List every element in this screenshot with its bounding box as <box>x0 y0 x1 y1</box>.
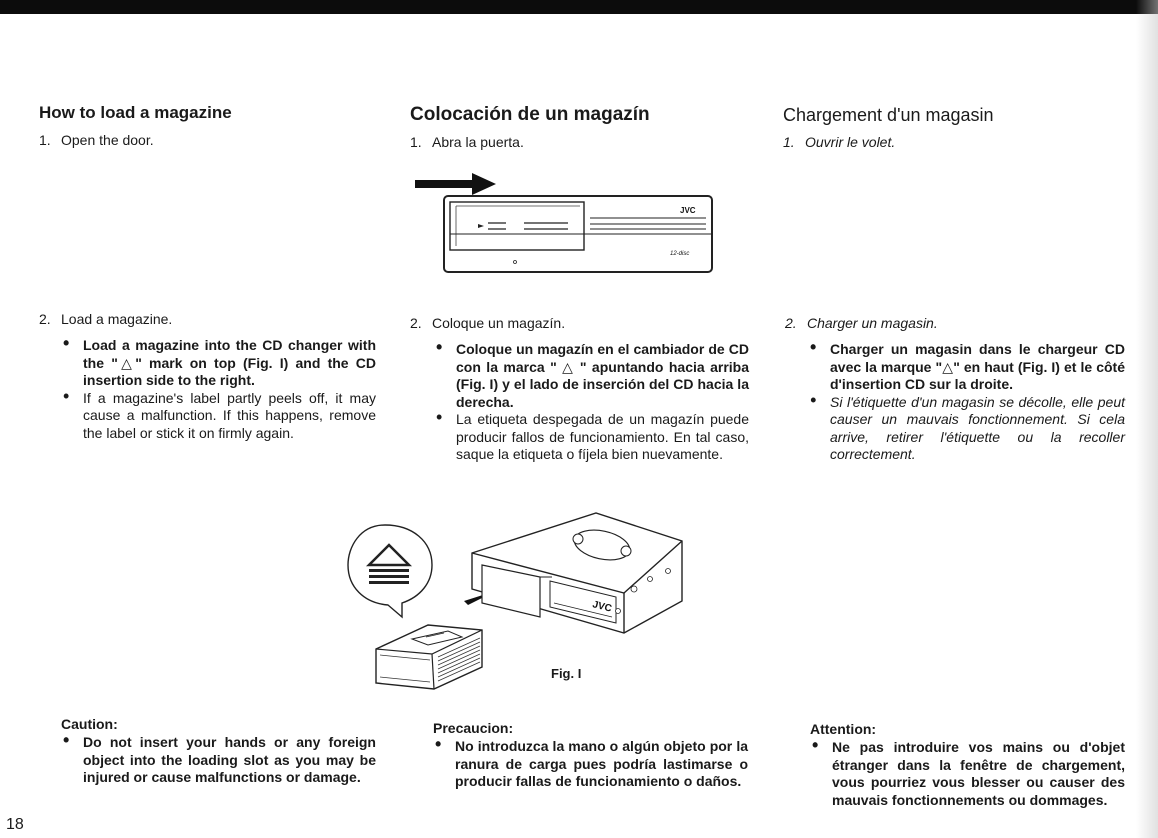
figure1-brand-label: JVC <box>680 206 696 215</box>
spanish-caution <box>433 720 748 791</box>
english-step-2-block <box>39 311 379 442</box>
spanish-caution-text: • No introduzca la mano o algún objeto por la ranura de carga pues podría lastimarse o producir fallas de funcionamiento o daños. <box>433 738 748 791</box>
french-caution <box>810 721 1125 809</box>
page-top-border <box>0 0 1158 14</box>
english-caution <box>61 716 376 787</box>
up-mark-callout-icon <box>348 525 432 617</box>
french-bullet-1: • Charger un magasin dans le chargeur CD avec la marque "△" en haut (Fig. I) et le côté d'insertion CD sur la droite. <box>808 341 1125 394</box>
english-caution-text: • Do not insert your hands or any foreign object into the loading slot as you may be injured or cause malfunctions or damage. <box>61 734 376 787</box>
french-bullet-list <box>808 341 1125 464</box>
spanish-heading: Colocación de un magazín <box>410 104 650 125</box>
spanish-bullet-list <box>434 341 749 464</box>
spanish-column <box>410 104 755 150</box>
english-caution-title: Caution: <box>61 716 118 732</box>
figure-caption: Fig. I <box>551 666 582 681</box>
english-step-1: 1. Open the door. <box>39 132 154 148</box>
french-caution-list <box>810 739 1125 809</box>
english-heading: How to load a magazine <box>39 103 232 122</box>
french-column <box>783 105 1133 150</box>
spanish-caution-list <box>433 738 748 791</box>
spanish-caution-title: Precaucion: <box>433 720 514 736</box>
french-step-2-block <box>785 315 1130 464</box>
french-caution-text: • Ne pas introduire vos mains ou d'objet étranger dans la fenêtre de chargement, vous pourriez vous blesser ou causer des mauvais fonctionnements ou dommages. <box>810 739 1125 809</box>
english-column <box>39 103 379 148</box>
french-bullet-2: • Si l'étiquette d'un magasin se décolle, elle peut causer un mauvais fonctionnement. Si cela arrive, retirer l'étiquette ou la recoller correctement. <box>808 394 1125 464</box>
spanish-bullet-2: • La etiqueta despegada de un magazín puede producir fallos de funcionamiento. En tal caso, saque la etiqueta o fíjela bien nuevamente. <box>434 411 749 464</box>
changer-door <box>450 202 584 250</box>
magazine-insertion-figure <box>340 505 690 695</box>
spanish-step-2-block <box>410 315 755 464</box>
spanish-step-2: 2. Coloque un magazín. <box>410 315 566 331</box>
cd-magazine-icon <box>376 625 482 689</box>
cd-changer-door-figure <box>412 168 732 278</box>
spanish-step-1: 1. Abra la puerta. <box>410 134 524 150</box>
english-caution-list <box>61 734 376 787</box>
french-step-1: 1. Ouvrir le volet. <box>783 134 896 150</box>
french-heading: Chargement d'un magasin <box>783 105 994 125</box>
english-bullet-1: • Load a magazine into the CD changer with the "△" mark on top (Fig. I) and the CD insertion side to the right. <box>61 337 376 390</box>
french-step-2: 2. Charger un magasin. <box>785 315 938 331</box>
cd-changer-unit-icon <box>472 513 682 633</box>
english-bullet-2: • If a magazine's label partly peels off, it may cause a malfunction. If this happens, remove the label or stick it on firmly again. <box>61 390 376 443</box>
french-caution-title: Attention: <box>810 721 877 737</box>
page-edge-shadow <box>1136 0 1158 838</box>
english-bullet-list <box>61 337 376 442</box>
english-step-2: 2. Load a magazine. <box>39 311 173 327</box>
page-number: 18 <box>6 816 24 833</box>
figure1-model-label: 12-disc <box>670 251 690 257</box>
figure2-brand-label: JVC <box>591 599 613 615</box>
spanish-bullet-1: • Coloque un magazín en el cambiador de CD con la marca " △ " apuntando hacia arriba (Fig. I) y el lado de inserción del CD hacia la derecha. <box>434 341 749 411</box>
door-open-arrow-icon <box>415 173 496 195</box>
